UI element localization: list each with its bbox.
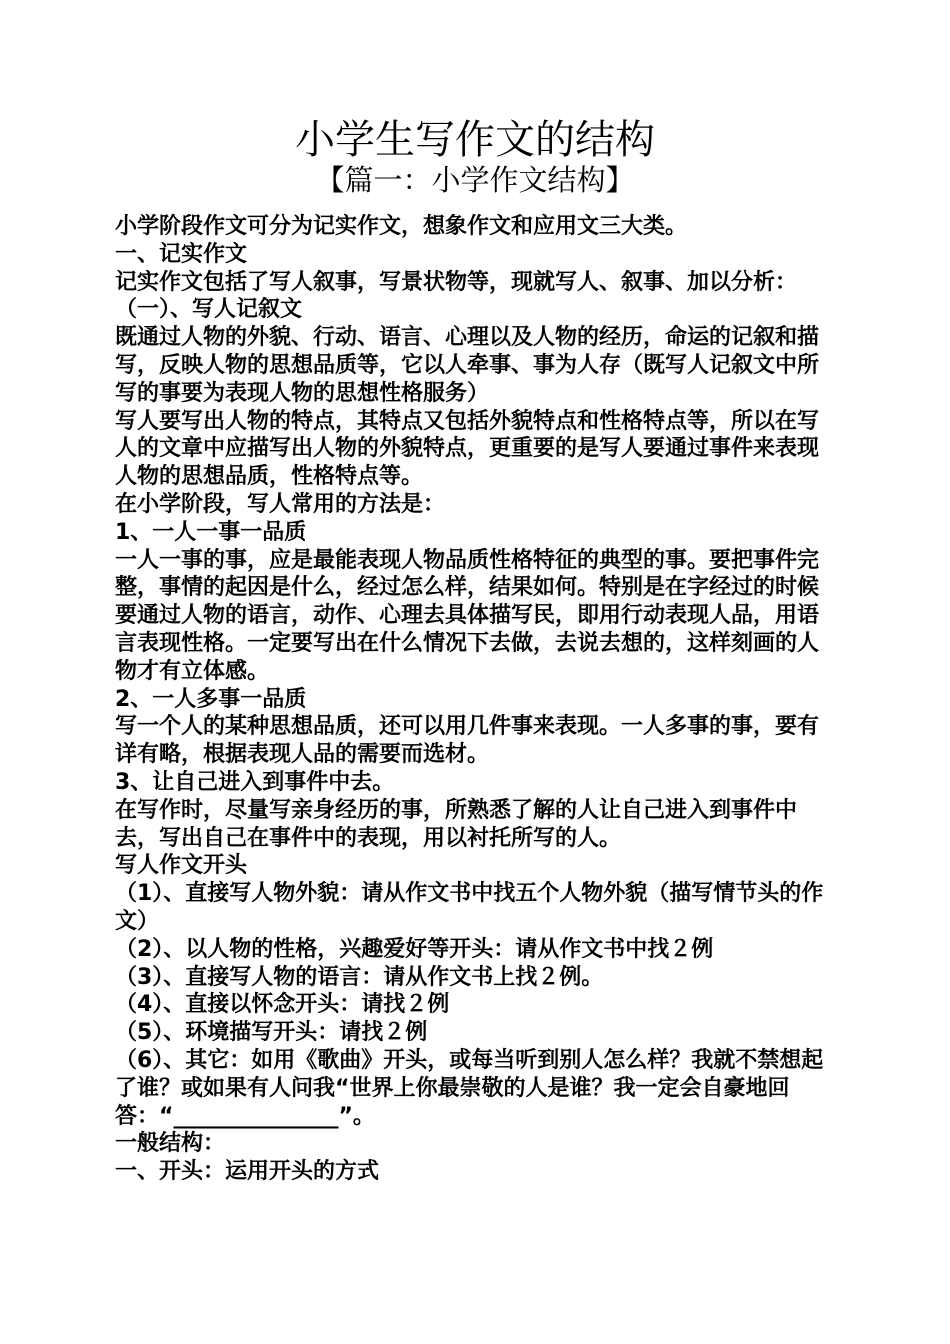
list-item: （4）、直接以怀念开头：请找２例 [115,992,450,1018]
list-item: （1）、直接写人物外貌：请从作文书中找五个人物外貌（描写情节头的作文） [115,881,824,934]
list-item: （6）、其它：如用《歌曲》开头，或每当听到别人怎么样？我就不禁想起了谁？或如果有人问我“世界上你最崇敬的人是谁？我一定会自豪地回答：“_______________”。 [115,1047,824,1129]
body-paragraph: 一人一事的事，应是最能表现人物品质性格特征的典型的事。要把事件完整，事情的起因是什么，经过怎么样，结果如何。特别是在字经过的时候要通过人物的语言，动作、心理去具体描写民，即用行动表现人品，用语言表现性格。一定要写出在什么情况下去做，去说去想的，这样刻画的人物才有立体感。 [115,547,820,684]
document-title: 小学生写作文的结构 [295,117,655,163]
section-heading: 一般结构： [115,1131,226,1157]
body-paragraph: 记实作文包括了写人叙事，写景状物等，现就写人、叙事、加以分析： [115,269,798,295]
list-item: （2）、以人物的性格，兴趣爱好等开头：请从作文书中找２例 [115,936,714,962]
body-paragraph: 在写作时，尽量写亲身经历的事，所熟悉了解的人让自己进入到事件中去，写出自己在事件中的表现，用以衬托所写的人。 [115,797,798,851]
list-item: （3）、直接写人物的语言：请从作文书上找２例。 [115,964,604,990]
body-paragraph: 写人要写出人物的特点，其特点又包括外貌特点和性格特点等，所以在写人的文章中应描写出人物的外貌特点，更重要的是写人要通过事件来表现人物的思想品质，性格特点等。 [115,408,820,490]
document-body [115,213,837,1186]
section-heading: 一、开头：运用开头的方式 [115,1159,380,1185]
list-heading: 1、一人一事一品质 [115,519,307,545]
list-heading: 3、让自己进入到事件中去。 [115,769,395,795]
list-item: （5）、环境描写开头：请找２例 [115,1020,428,1046]
subsection-heading: （一）、写人记叙文 [115,297,303,323]
intro-paragraph: 小学阶段作文可分为记实作文，想象作文和应用文三大类。 [115,214,688,239]
body-paragraph: 写一个人的某种思想品质，还可以用几件事来表现。一人多事的事，要有详有略，根据表现人品的需要而选材。 [115,714,820,768]
body-paragraph: 既通过人物的外貌、行动、语言、心理以及人物的经历，命运的记叙和描写，反映人物的思想品质等，它以人牵事、事为人存（既写人记叙文中所写的事要为表现人物的思想性格服务） [115,325,820,406]
body-paragraph: 在小学阶段，写人常用的方法是： [115,491,446,517]
document-subtitle: 【篇一：小学作文结构】 [315,163,635,197]
list-heading: 2、一人多事一品质 [115,686,307,712]
section-heading: 写人作文开头 [115,853,248,879]
section-heading: 一、记实作文 [115,241,248,267]
